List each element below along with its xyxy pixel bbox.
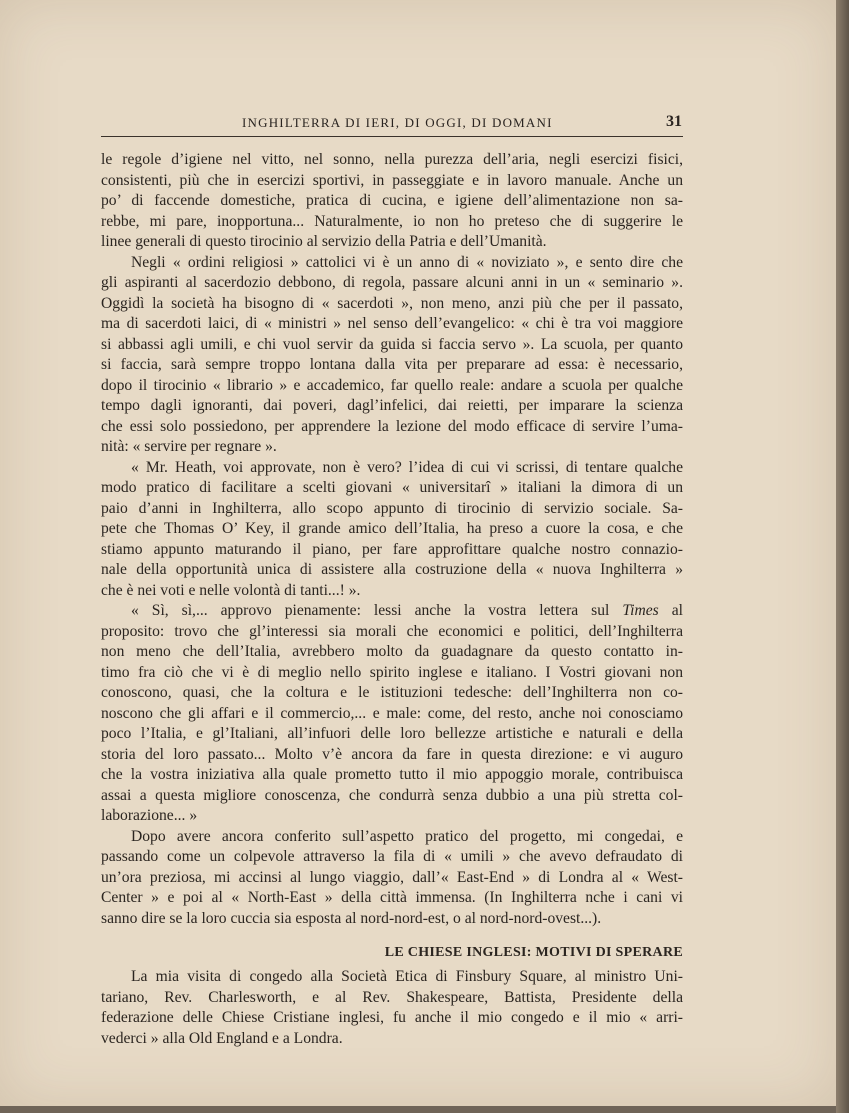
paragraph: [101, 967, 683, 1049]
text-line: consistenti, più che in esercizi sportivi, in passeggiate e in lavoro manuale. Anche un: [101, 171, 683, 189]
text-line: Negli « ordini religiosi » cattolici vi è un anno di « noviziato », e sento dire che: [131, 253, 683, 271]
text-line: dopo il tirocinio « librario » e accademico, far quello reale: andare a scuola per qualche: [101, 376, 683, 394]
text-line: assai a questa migliore conoscenza, che condurrà senza dubbio a una più stretta col-: [101, 786, 683, 804]
text-line: sanno dire se la loro cuccia sia esposta al nord-nord-est, o al nord-nord-ovest...).: [101, 909, 602, 927]
text-line: passando come un colpevole attraverso la fila di « umili » che avevo defraudato di: [101, 848, 683, 865]
text-line: si faccia, sarà sempre troppo lontana dalla vita per preparare ad essa: è necessario,: [101, 356, 683, 373]
text-line: che essi solo possiedono, per apprendere la lezione del modo efficace di servire l’uma-: [101, 417, 683, 435]
text-line: po’ di faccende domestiche, pratica di cucina, e igiene dell’alimentazione non sa-: [101, 192, 683, 209]
italic-word: Times: [622, 602, 659, 619]
text-line: La mia visita di congedo alla Società Etica di Finsbury Square, al ministro Uni-: [131, 968, 683, 985]
paragraph: [101, 253, 683, 458]
text-line: ma di sacerdoti laici, di « ministri » nel senso dell’evangelico: « chi è tra voi maggiore: [101, 315, 683, 332]
body-text: [101, 150, 683, 1049]
text-line: rebbe, mi pare, inopportuna... Naturalmente, io non ho preteso che di suggerire le: [101, 212, 683, 230]
text-line: modo pratico di facilitare a scelti giovani « universitarî » italiani la dimora di un: [101, 479, 683, 496]
text-line: laborazione... »: [101, 807, 198, 824]
text-line: gli aspiranti al sacerdozio debbono, di regola, passare alcuni anni in un « seminario ».: [101, 274, 683, 291]
text-line: un’ora preziosa, mi accinsi al lungo viaggio, dall’« East-End » di Londra al « West-: [101, 868, 683, 886]
text-line: « Sì, sì,... approvo pienamente: lessi anche la vostra lettera sul Times al: [131, 602, 683, 619]
text-line: Dopo avere ancora conferito sull’aspetto pratico del progetto, mi congedai, e: [131, 827, 683, 845]
text-line: noscono che gli affari e il commercio,... e male: come, del resto, anche noi conosciamo: [101, 704, 683, 722]
text-line: Center » e poi al « North-East » della città immensa. (In Inghilterra nche i cani vi: [101, 889, 683, 906]
text-line: tempo dagli ignoranti, dai poveri, dagl’infelici, dai reietti, per imparare la scienza: [101, 397, 683, 414]
text-line: federazione delle Chiese Cristiane inglesi, fu anche il mio congedo e il mio « arri-: [101, 1009, 683, 1026]
text-line: linee generali di questo tirocinio al servizio della Patria e dell’Umanità.: [101, 233, 547, 250]
header-rule: [101, 136, 683, 137]
text-line: le regole d’igiene nel vitto, nel sonno, nella purezza dell’aria, negli esercizi fisici,: [101, 151, 683, 168]
running-title: INGHILTERRA DI IERI, DI OGGI, DI DOMANI: [242, 115, 553, 130]
text-line: storia del loro passato... Molto v’è ancora da fare in questa direzione: e vi auguro: [101, 745, 683, 763]
text-line: Oggidì la società ha bisogno di « sacerdoti », non meno, anzi più che per il passato,: [101, 294, 683, 312]
text-line: « Mr. Heath, voi approvate, non è vero? l’idea di cui vi scrissi, di tentare qualche: [131, 458, 683, 476]
text-line: tariano, Rev. Charlesworth, e al Rev. Shakespeare, Battista, Presidente della: [101, 988, 683, 1006]
text-line: vederci » alla Old England e a Londra.: [101, 1029, 343, 1047]
text-line: poco l’Italia, e gl’Italiani, all’infuori delle loro bellezze artistiche e naturali e della: [101, 725, 683, 742]
text-line: conoscono, quasi, che la coltura e le istituzioni tedesche: dell’Inghilterra non co-: [101, 684, 683, 701]
text-line: che è nei voti e nelle volontà di tanti...! ».: [101, 581, 361, 599]
text-line: timo fra ciò che vi è di meglio nello spirito inglese e italiano. I Vostri giovani non: [101, 663, 683, 681]
text-line: stiamo appunto maturando il piano, per fare approfittare qualche nostro connazio-: [101, 540, 683, 558]
text-line: che la vostra iniziativa alla quale prometto tutto il mio appoggio morale, contribuisca: [101, 766, 683, 783]
paragraph: [101, 150, 683, 253]
text-line: nale della opportunità unica di assistere alla costruzione della « nuova Inghilterra »: [101, 561, 683, 578]
text-line: nità: « servire per regnare ».: [101, 438, 277, 455]
text-line: paio d’anni in Inghilterra, allo scopo appunto di tirocinio di servizio sociale. Sa-: [101, 499, 683, 517]
paragraph: [101, 827, 683, 930]
section-heading: LE CHIESE INGLESI: MOTIVI DI SPERARE: [384, 945, 683, 960]
running-header: [242, 115, 682, 137]
text-line: proposito: trovo che gl’interessi sia morali che economici e politici, dell’Inghilterra: [101, 622, 683, 640]
paragraph: [101, 458, 683, 602]
page-edge: [836, 0, 849, 1113]
text-line: pete che Thomas O’ Key, il grande amico dell’Italia, ha preso a cuore la cosa, e che: [101, 520, 683, 537]
text-line: si abbassi agli umili, e chi vuol servir da guida si faccia servo ». La scuola, per quanto: [101, 335, 683, 353]
paragraph: [101, 601, 683, 827]
text-line: non meno che dell’Italia, avrebbero molto da guadagnare da questo contatto in-: [101, 643, 683, 660]
page-number: 31: [666, 113, 682, 130]
